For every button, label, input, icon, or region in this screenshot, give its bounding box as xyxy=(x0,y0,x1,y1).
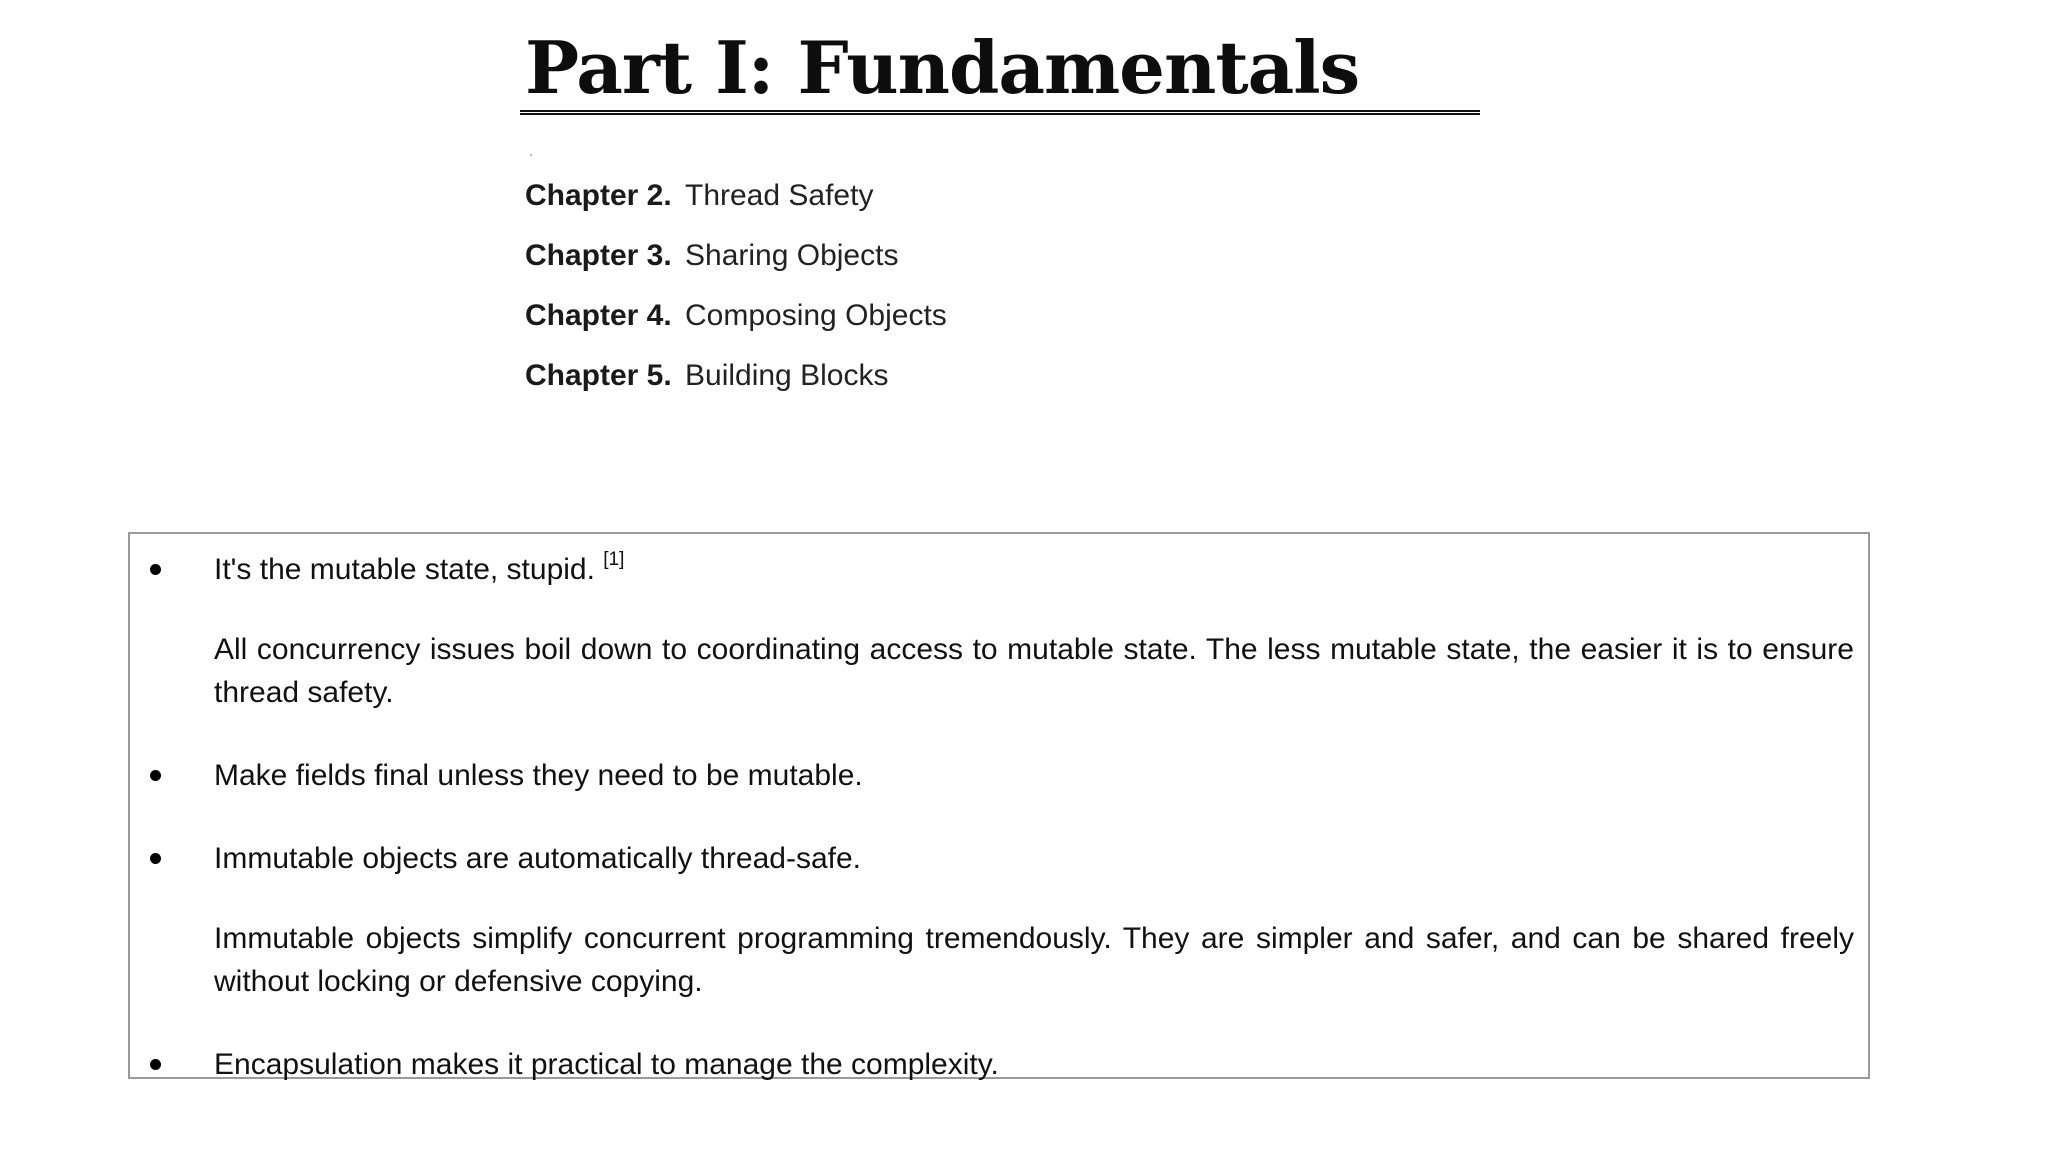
note-heading: Encapsulation makes it practical to manage the complexity. xyxy=(214,1048,999,1081)
footnote-marker: [1] xyxy=(603,549,625,570)
note-heading: It's the mutable state, stupid. [1] xyxy=(214,549,625,586)
page-title: Part I: Fundamentals xyxy=(525,25,1360,110)
chapter-item xyxy=(525,356,947,416)
chapter-item xyxy=(525,236,947,296)
chapter-list xyxy=(525,176,947,416)
note-heading: Make fields final unless they need to be mutable. xyxy=(214,759,863,792)
note-heading: Immutable objects are automatically thread-safe. xyxy=(214,842,861,875)
title-double-rule xyxy=(520,110,1480,115)
note-detail: Immutable objects simplify concurrent programming tremendously. They are simpler and safer, and can be shared freely without locking or defensive copying. xyxy=(214,922,1854,998)
chapter-number: Chapter 2. xyxy=(525,179,672,212)
chapter-name: Thread Safety xyxy=(685,179,874,212)
chapter-name: Sharing Objects xyxy=(685,239,899,272)
chapter-number: Chapter 3. xyxy=(525,239,672,272)
chapter-item xyxy=(525,296,947,356)
stray-dot xyxy=(530,154,532,156)
chapter-name: Composing Objects xyxy=(685,299,947,332)
chapter-number: Chapter 5. xyxy=(525,359,672,392)
key-points-box xyxy=(128,532,1870,1079)
chapter-name: Building Blocks xyxy=(685,359,889,392)
chapter-number: Chapter 4. xyxy=(525,299,672,332)
note-detail: All concurrency issues boil down to coordinating access to mutable state. The less mutable state, the easier it is to ensure thread safety. xyxy=(214,633,1854,709)
chapter-item xyxy=(525,176,947,236)
